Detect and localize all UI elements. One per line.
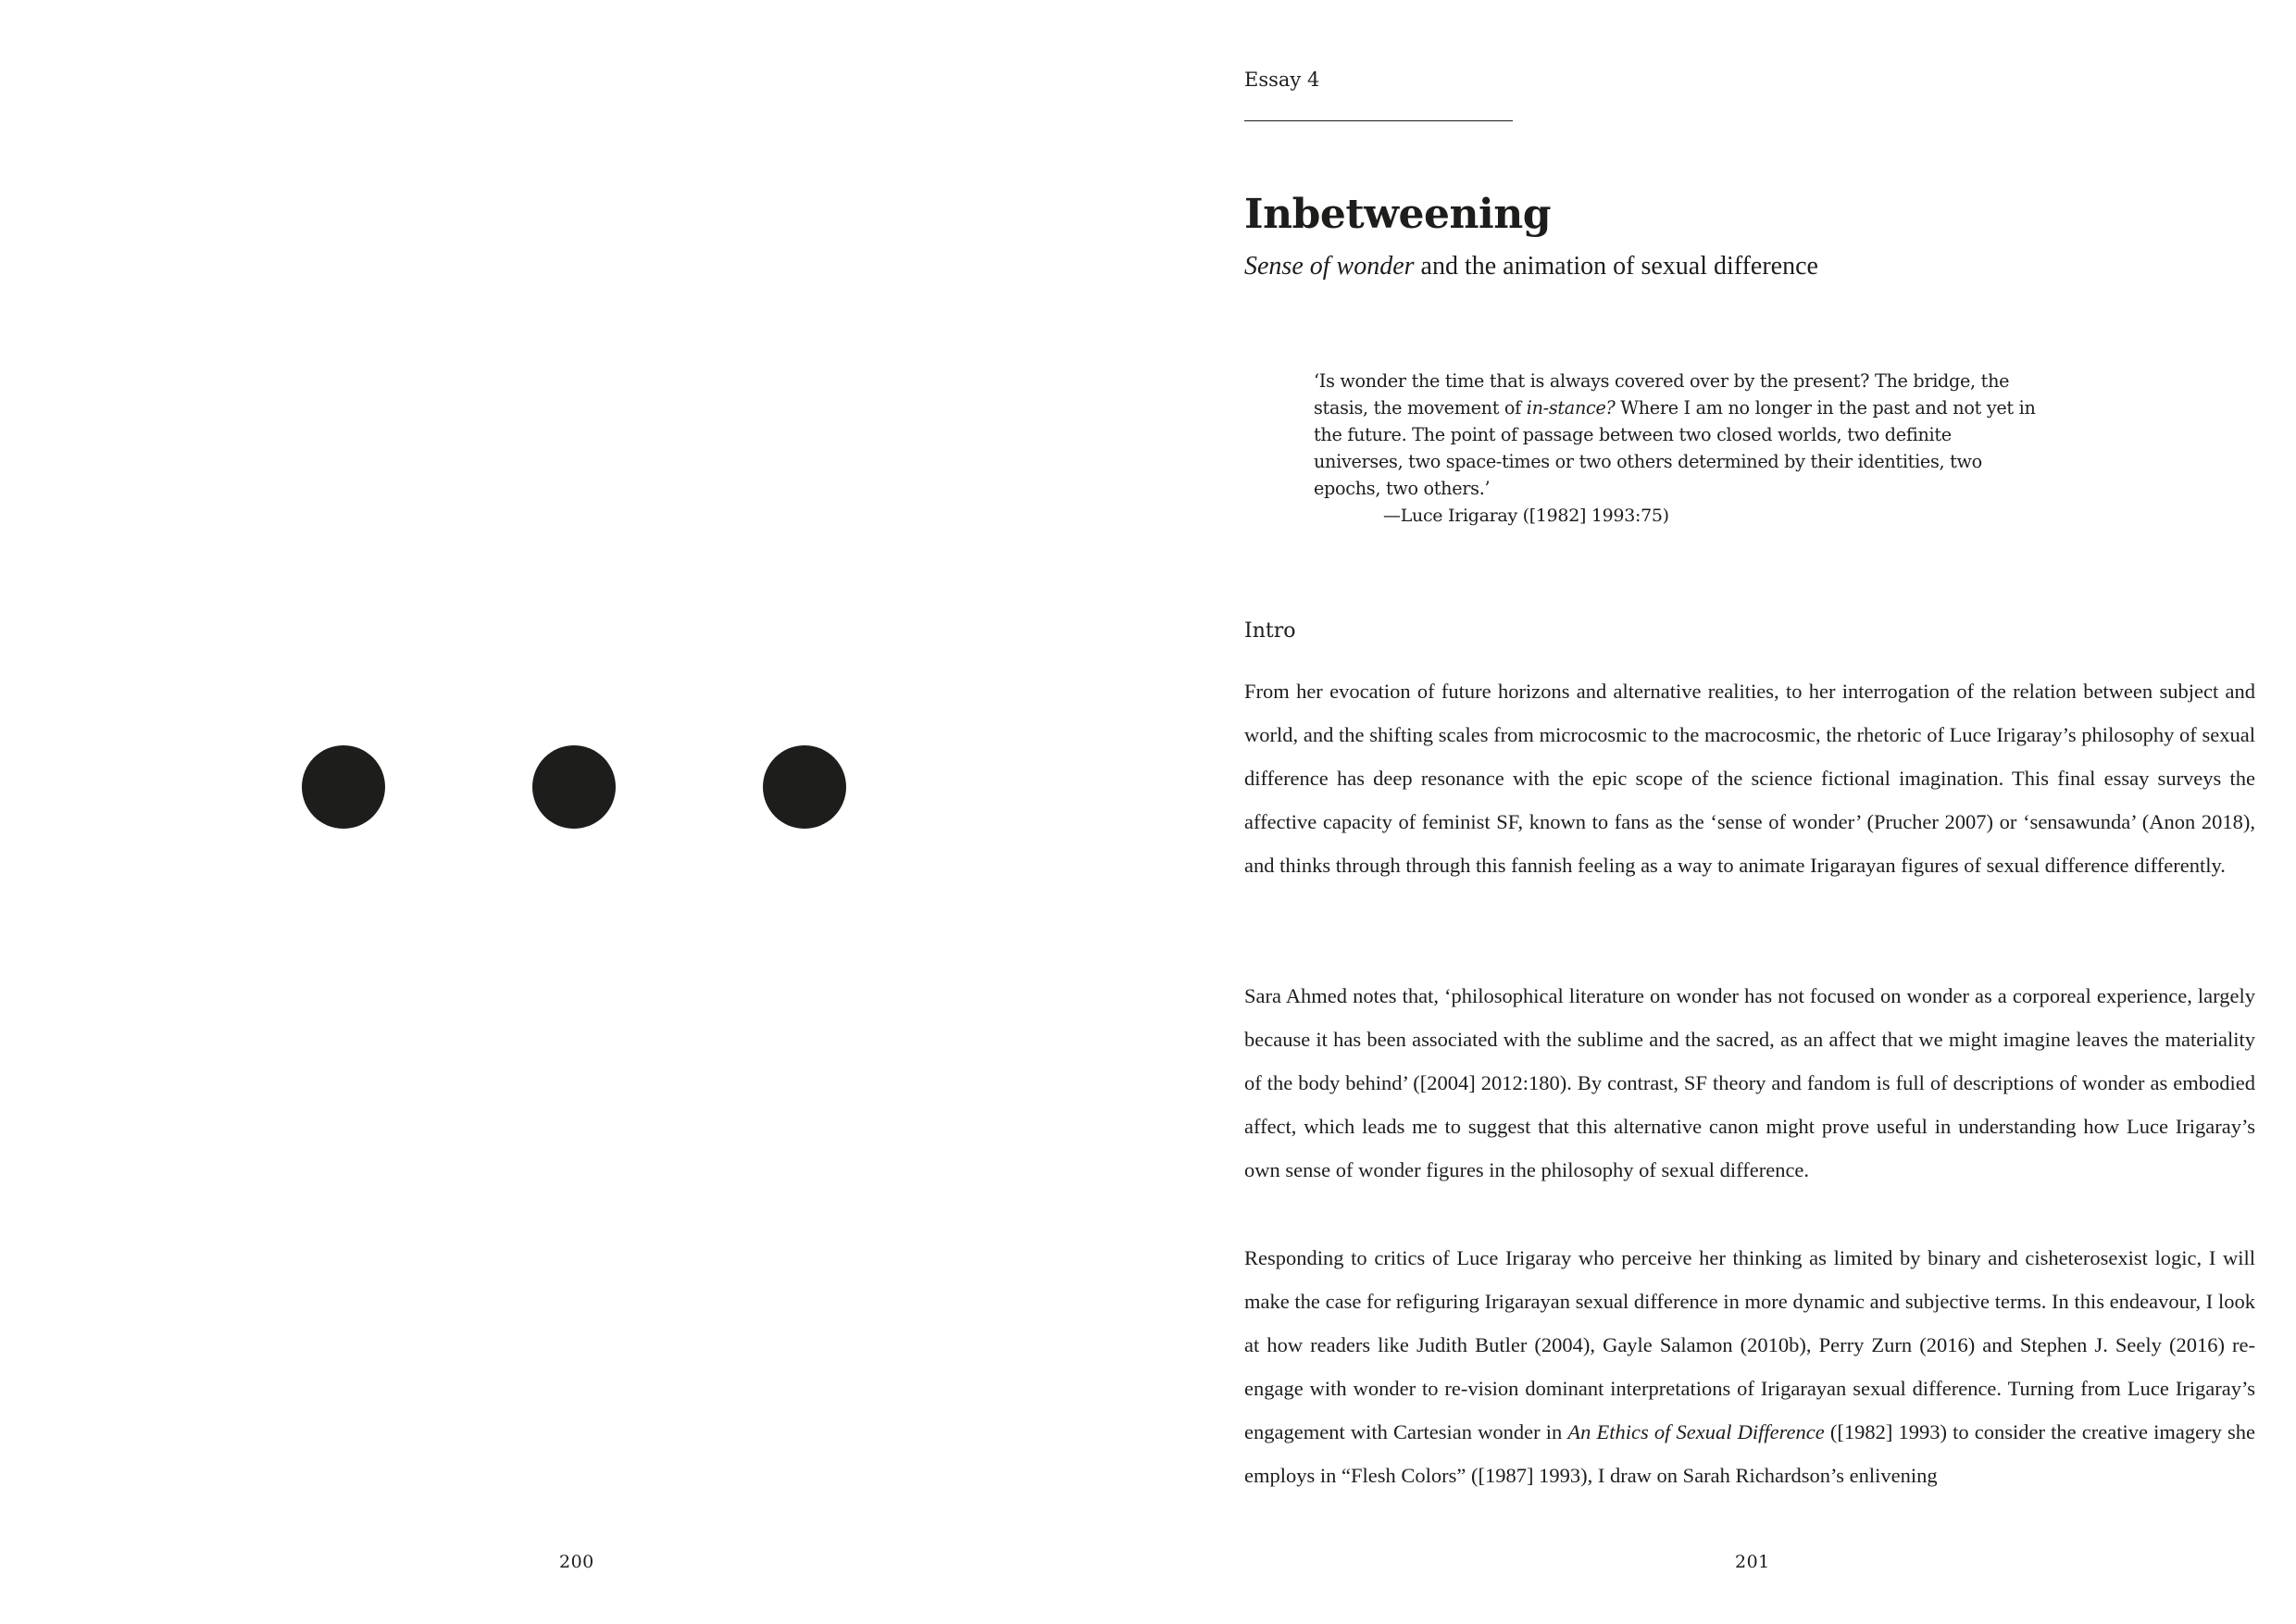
epigraph-italic: in-stance?: [1526, 397, 1616, 418]
running-head: Essay 4: [1244, 69, 1320, 91]
ornament-dot: [532, 745, 616, 829]
right-page: [1148, 0, 2296, 1624]
body-paragraph: From her evocation of future horizons and alternative realities, to her interrogation of the relation between subject and world, and the shifting scales from microcosmic to the macrocosmic, the rhetoric of Luce Irigaray’s philosophy of sexual difference has deep resonance with the epic scope of the science fictional imagination. This final essay surveys the affective capacity of feminist SF, known to fans as the ‘sense of wonder’ (Prucher 2007) or ‘sensawunda’ (Anon 2018), and thinks through through this fannish feeling as a way to animate Irigarayan figures of sexual difference differently.: [1244, 680, 2255, 877]
body-paragraph: Sara Ahmed notes that, ‘philosophical literature on wonder has not focused on wonder as a corporeal experience, largely because it has been associated with the sublime and the sacred, as an affect that we might imagine leaves the materiality of the body behind’ ([2004] 2012:180). By contrast, SF theory and fandom is full of descriptions of wonder as embodied affect, which leads me to suggest that this alternative canon might prove useful in understanding how Luce Irigaray’s own sense of wonder figures in the philosophy of sexual difference.: [1244, 984, 2255, 1181]
section-heading: Intro: [1244, 619, 1296, 643]
epigraph-text: Where I am no longer in the past and not yet in the future. The point of passage between two closed worlds, two definite universes, two space-times or two others determined by their identities, two epochs, two others.’: [1314, 397, 2036, 499]
essay-title: Inbetweening: [1244, 191, 1551, 238]
page-number-left: 200: [559, 1552, 594, 1572]
subtitle-rest: and the animation of sexual difference: [1414, 252, 1818, 281]
subtitle-italic: Sense of wonder: [1244, 252, 1415, 281]
header-rule: [1244, 120, 1513, 121]
ornament-dot: [302, 745, 385, 829]
paragraph-text: ([1982] 1993) to consider the creative imagery she employs in “Flesh Colors” ([1987] 1993), I draw on Sarah Richardson’s enlivening: [1244, 1420, 2255, 1487]
epigraph-attribution: —Luce Irigaray ([1982] 1993:75): [1383, 506, 1669, 526]
book-title-italic: An Ethics of Sexual Difference: [1567, 1420, 1825, 1443]
essay-subtitle: [1244, 252, 1818, 281]
epigraph-text: ‘Is wonder the time that is always covered over by the present? The bridge, the stasis, the movement of: [1314, 370, 2010, 418]
ornament-dot: [763, 745, 846, 829]
paragraph-text: Responding to critics of Luce Irigaray who perceive her thinking as limited by binary and cisheterosexist logic, I will make the case for refiguring Irigarayan sexual difference in more dynamic and subjective terms. In this endeavour, I look at how readers like Judith Butler (2004), Gayle Salamon (2010b), Perry Zurn (2016) and Stephen J. Seely (2016) re-engage with wonder to re-vision dominant interpretations of Irigarayan sexual difference. Turning from Luce Irigaray’s engagement with Cartesian wonder in: [1244, 1246, 2255, 1443]
body-paragraph: [1244, 1236, 2255, 1497]
page-number-right: 201: [1735, 1552, 1770, 1572]
epigraph-quote: [1314, 368, 2036, 502]
